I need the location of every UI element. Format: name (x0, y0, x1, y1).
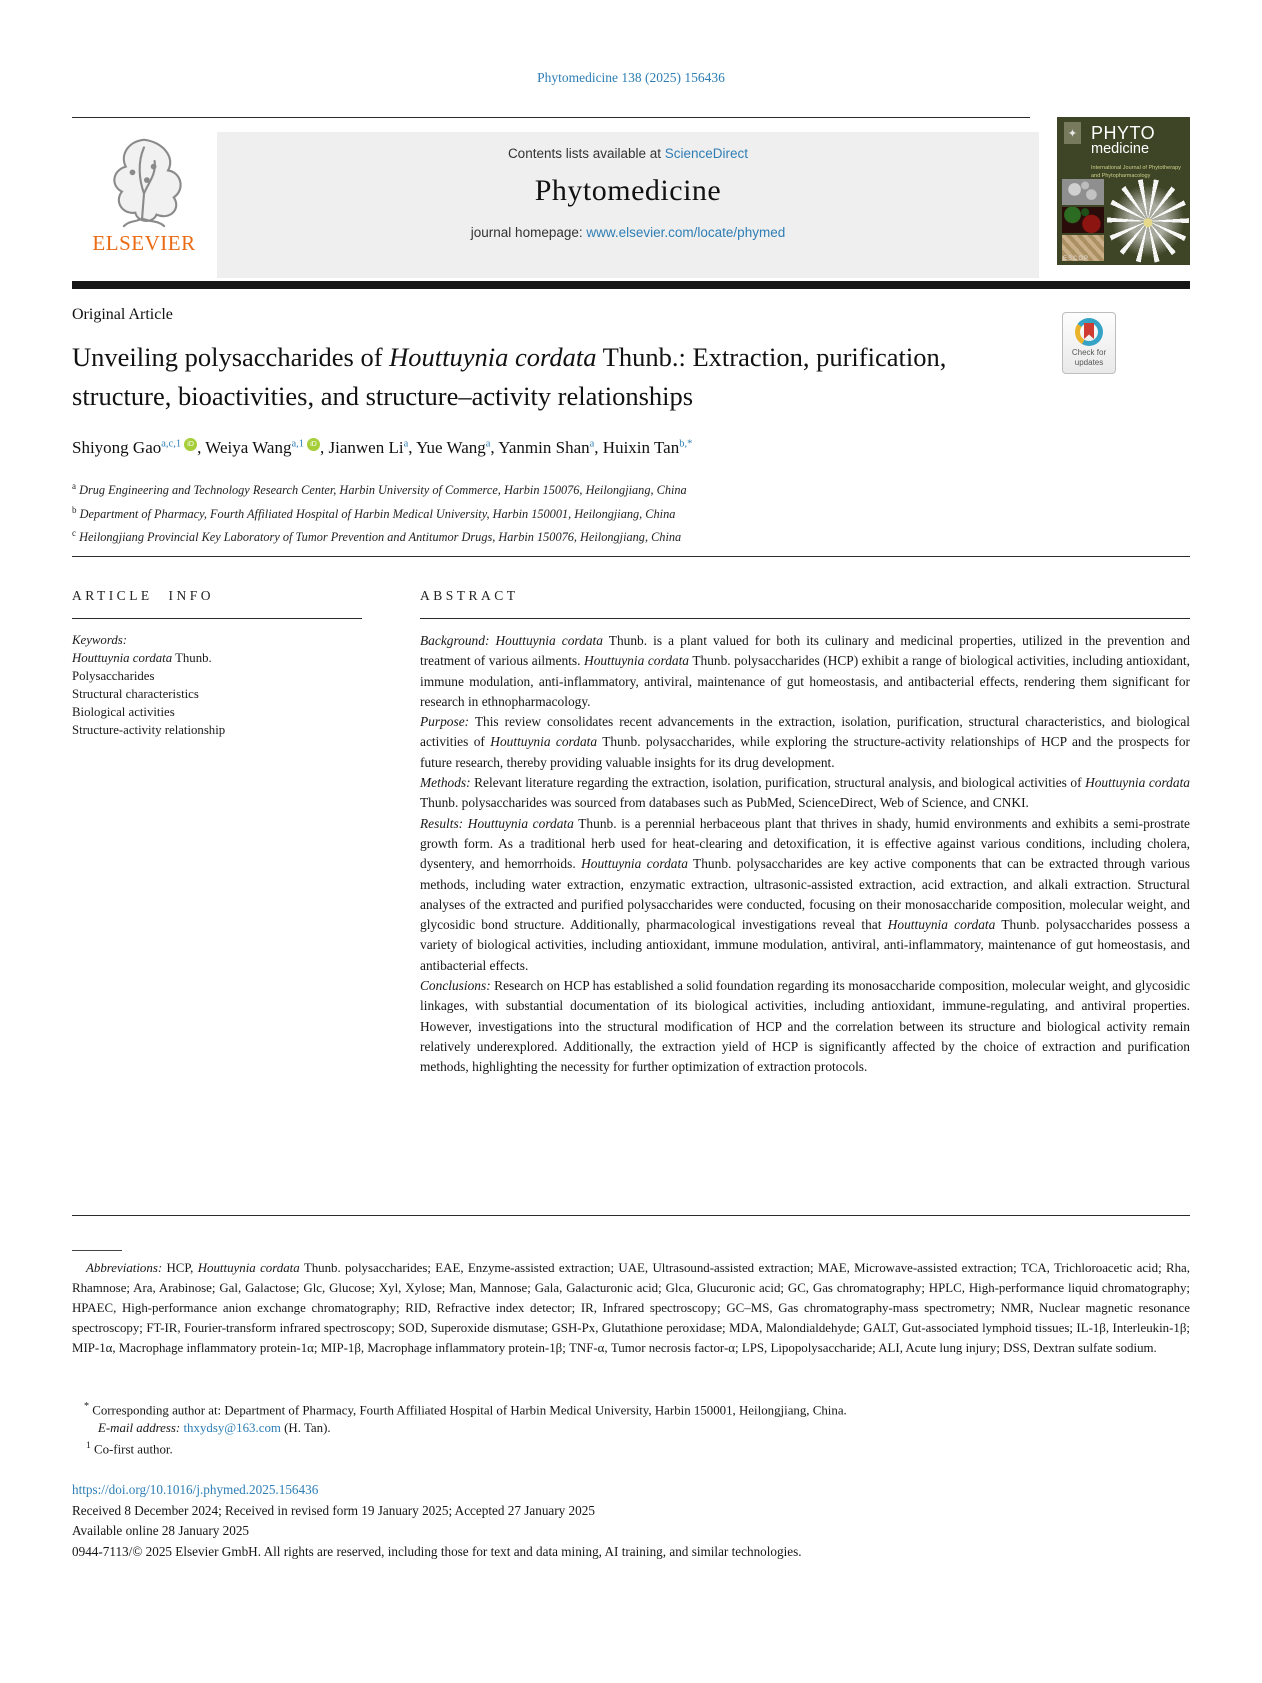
elsevier-mini-tree-icon: ✦ (1064, 122, 1081, 144)
journal-citation: Phytomedicine 138 (2025) 156436 (537, 70, 725, 85)
header-divider-bar (72, 281, 1190, 289)
crossmark-bookmark-icon (1084, 323, 1094, 339)
author-separator: , (490, 438, 499, 457)
abstract-results-paragraph: Results: Houttuynia cordata Thunb. is a perennial herbaceous plant that thrives in shady, humid environments and exhibits a semi-prostrate growth form. As a traditional herb used for heat-clearing and detoxification, it is effective against various conditions, including cholera, dysentery, and hemorrhoids. Houttuynia cordata Thunb. polysaccharides are key active components that can be extracted through various methods, including water extraction, enzymatic extraction, ultrasonic-assisted extraction, acid extraction, and alkali extraction. Structural analyses of the extracted and purified polysaccharides were conducted, focusing on their monosaccharide composition, molecular weight, and glycosidic bond structure. Additionally, pharmacological investigations reveal that Houttuynia cordata Thunb. polysaccharides possess a variety of biological activities, including antioxidant, immune modulation, antiviral, anti-inflammatory, maintenance of gut homeostasis, and antibacterial effects. (420, 815, 1190, 973)
author-separator: , (594, 438, 603, 457)
author-affil-sup: a,c,1 (161, 438, 182, 450)
abbreviations-note: Abbreviations: HCP, Houttuynia cordata Thunb. polysaccharides; EAE, Enzyme-assisted extraction; UAE, Ultrasound-assisted extraction; MAE, Microwave-assisted extraction; TCA, Trichloroacetic acid; Rha, Rhamnose; Ara, Arabinose; Gal, Galactose; Glc, Glucose; Xyl, Xylose; Man, Mannose; Gala, Galacturonic acid; Glca, Glucuronic acid; GC, Gas chromatography; HPLC, High-performance liquid chromatography; HPAEC, High-performance anion exchange chromatography; RID, Refractive index detector; IR, Infrared spectroscopy; GC–MS, Gas chromatography-mass spectrometry; NMR, Nuclear magnetic resonance spectroscopy; FT-IR, Fourier-transform infrared spectroscopy; SOD, Superoxide dismutase; GSH-Px, Glutathione peroxidase; MDA, Malondialdehyde; GALT, Gut-associated lymphoid tissues; IL-1β, Interleukin-1β; MIP-1α, Macrophage inflammatory protein-1α; MIP-1β, Macrophage inflammatory protein-1β; TNF-α, Tumor necrosis factor-α; LPS, Lipopolysaccharide; ALI, Acute lung injury; DSS, Dextran sulfate sodium. (72, 1261, 1190, 1355)
contents-line (217, 146, 1039, 161)
author-name: Yanmin Shan (498, 438, 590, 457)
author-name: Shiyong Gao (72, 438, 162, 457)
article-title: Unveiling polysaccharides of Houttuynia cordata Thunb.: Extraction, purification, structure, bioactivities, and structure–activity relationships (72, 342, 947, 411)
homepage-label: journal homepage: (470, 225, 587, 240)
affiliation: $^a$ Drug Engineering and Technology Research Center, Harbin University of Commerce, Harbin 150076, Heilongjiang, China (72, 481, 687, 498)
elsevier-tree-icon (80, 134, 208, 230)
author-name: Yue Wang (416, 438, 486, 457)
elsevier-wordmark: ELSEVIER (92, 231, 196, 255)
homepage-link[interactable]: www.elsevier.com/locate/phymed (586, 225, 786, 240)
keywords-label: Keywords: (72, 633, 127, 647)
keyword: Polysaccharides (72, 669, 155, 683)
email-label: E-mail address: (98, 1421, 181, 1435)
author-name: Jianwen Li (328, 438, 404, 457)
author-affil-sup: a (485, 438, 491, 450)
contents-text: Contents lists available at (507, 146, 665, 161)
keyword: Structure-activity relationship (72, 723, 226, 737)
journal-title: Phytomedicine (534, 174, 722, 207)
cover-flower-image (1107, 179, 1189, 263)
author-affil-sup: b,* (679, 438, 693, 450)
keyword: Houttuynia cordata Thunb. (72, 651, 212, 665)
cover-escop-label: ESCOP (1063, 256, 1090, 262)
cover-thumbnail-strip (1062, 179, 1104, 263)
email-note: E-mail address: thxydsy@163.com (H. Tan). (98, 1421, 331, 1435)
check-for-updates-label: Check for updates (1071, 348, 1107, 367)
abstract-column (420, 588, 1190, 1078)
available-online: Available online 28 January 2025 (72, 1523, 250, 1538)
journal-cover-image[interactable] (1057, 117, 1190, 265)
cover-microscopy-image (1062, 179, 1104, 205)
article-footer (72, 1480, 1190, 1562)
cover-title: PHYTO medicine (1091, 123, 1156, 158)
article-info-column (72, 588, 362, 739)
author-affil-sup: a,1 (291, 438, 304, 450)
section-divider (72, 556, 1190, 557)
email-link[interactable]: thxydsy@163.com (183, 1421, 281, 1435)
orcid-icon[interactable]: iD (184, 438, 197, 451)
affiliation: $^c$ Heilongjiang Provincial Key Laboratory of Tumor Prevention and Antitumor Drugs, Harbin 150076, Heilongjiang, China (72, 528, 682, 545)
received-dates: Received 8 December 2024; Received in revised form 19 January 2025; Accepted 27 January 2025 (72, 1502, 595, 1518)
cover-subtitle: International Journal of Phytotherapy and Phytopharmacology (1091, 165, 1181, 179)
abstract-background-paragraph: Background: Houttuynia cordata Thunb. is a plant valued for both its culinary and medicinal properties, utilized in the prevention and treatment of various ailments. Houttuynia cordata Thunb. polysaccharides (HCP) exhibit a range of biological activities, including antioxidant, immune modulation, anti-inflammatory, antiviral, maintenance of gut homeostasis, and antibacterial effects, rendering them significant for research in ethnopharmacology. (420, 633, 1191, 709)
affiliation-list (72, 477, 1072, 548)
author-separator: , (197, 438, 206, 457)
corresponding-author-note: * Corresponding author at: Department of Pharmacy, Fourth Affiliated Hospital of Harbin Medical University, Harbin 150001, Heilongjiang, China. (84, 1401, 847, 1418)
author-separator: , (320, 438, 329, 457)
orcid-icon[interactable]: iD (307, 438, 320, 451)
affiliation: $^b$ Department of Pharmacy, Fourth Affiliated Hospital of Harbin Medical University, Harbin 150001, Heilongjiang, China (72, 504, 676, 521)
author-affil-sup: a (589, 438, 595, 450)
top-divider (72, 117, 1030, 118)
crossmark-icon (1075, 318, 1103, 346)
article-type: Original Article (72, 306, 173, 323)
author-name: Huixin Tan (602, 438, 680, 457)
footnote-short-rule (72, 1250, 122, 1251)
sciencedirect-link[interactable]: ScienceDirect (664, 146, 749, 161)
abstract-rule (420, 618, 1190, 619)
cofirst-marker: 1 (86, 1441, 91, 1451)
author-separator: , (408, 438, 417, 457)
abstract-header: ABSTRACT (420, 588, 519, 603)
abstract-text (420, 631, 1190, 1078)
abstract-methods-paragraph: Methods: Relevant literature regarding the extraction, isolation, purification, structural analysis, and biological activities of Houttuynia cordata Thunb. polysaccharides was sourced from databases such as PubMed, ScienceDirect, Web of Science, and CNKI. (420, 775, 1190, 811)
footnote-section-divider (72, 1215, 1190, 1216)
asterisk-marker: * (84, 1401, 89, 1412)
author-affil-sup: a (403, 438, 409, 450)
article-info-header: ARTICLE INFO (72, 588, 215, 603)
cofirst-author-note: $^1$ Co-first author. (86, 1441, 173, 1457)
homepage-line (217, 225, 1039, 240)
author-list (72, 438, 1132, 458)
author-name: Weiya Wang (205, 438, 292, 457)
abstract-conclusions-paragraph: Conclusions: Research on HCP has established a solid foundation regarding its monosaccharide composition, molecular weight, and glycosidic linkages, with substantial documentation of its biological activities, including antioxidant, immune-regulating, and antiviral properties. However, investigations into the structural modification of HCP and the correlation between its structure and biological activity remain relatively underexplored. Additionally, the extraction yield of HCP is significantly affected by the choice of extraction and purification methods, highlighting the necessity for further optimization of extraction protocols. (420, 978, 1190, 1075)
check-for-updates-badge[interactable] (1062, 312, 1116, 374)
cover-fluorescence-image (1062, 207, 1104, 233)
abstract-purpose-paragraph: Purpose: This review consolidates recent advancements in the extraction, isolation, purification, structural characteristics, and biological activities of Houttuynia cordata Thunb. polysaccharides, while exploring the structure-activity relationships of HCP and the prospects for future research, thereby providing valuable insights for its drug development. (420, 714, 1190, 770)
keyword: Structural characteristics (72, 687, 199, 701)
elsevier-logo[interactable] (80, 134, 208, 278)
copyright-line: 0944-7113/© 2025 Elsevier GmbH. All rights are reserved, including those for text and data mining, AI training, and similar technologies. (72, 1543, 802, 1559)
journal-banner (217, 132, 1039, 278)
article-info-rule (72, 618, 362, 619)
keyword: Biological activities (72, 705, 175, 719)
doi-link[interactable]: https://doi.org/10.1016/j.phymed.2025.156436 (72, 1482, 319, 1497)
